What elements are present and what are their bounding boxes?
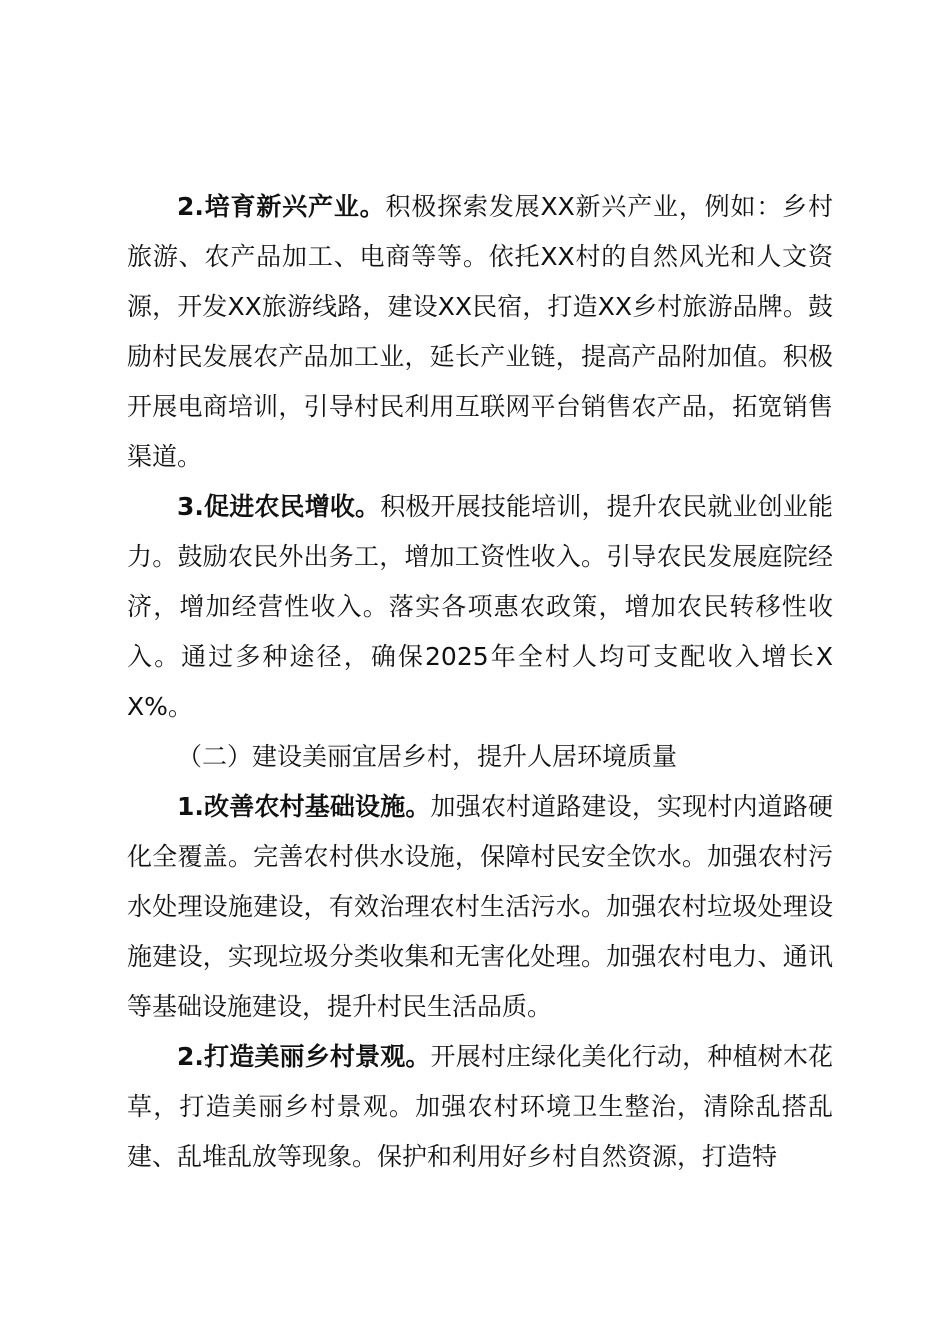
paragraph-heading: 2.培育新兴产业。: [177, 192, 386, 221]
paragraph-infrastructure: [127, 782, 833, 1032]
paragraph-landscape: [127, 1032, 833, 1182]
section-heading: （二）建设美丽宜居乡村，提升人居环境质量: [177, 742, 678, 771]
paragraph-cultivate-industries: [127, 182, 833, 482]
paragraph-heading: 3.促进农民增收。: [177, 492, 381, 521]
paragraph-increase-income: [127, 482, 833, 732]
paragraph-text: 积极探索发展XX新兴产业，例如：乡村旅游、农产品加工、电商等等。依托XX村的自然风光和人文资源，开发XX旅游线路，建设XX民宿，打造XX乡村旅游品牌。鼓励村民发展农产品加工业，延长产业链，提高产品附加值。积极开展电商培训，引导村民利用互联网平台销售农产品，拓宽销售渠道。: [127, 192, 833, 471]
paragraph-text: 积极开展技能培训，提升农民就业创业能力。鼓励农民外出务工，增加工资性收入。引导农民发展庭院经济，增加经营性收入。落实各项惠农政策，增加农民转移性收入。通过多种途径，确保2025年全村人均可支配收入增长XX%。: [127, 492, 833, 721]
document-body: [127, 182, 833, 1182]
paragraph-text: 开展村庄绿化美化行动，种植树木花草，打造美丽乡村景观。加强农村环境卫生整治，清除乱搭乱建、乱堆乱放等现象。保护和利用好乡村自然资源，打造特: [127, 1042, 833, 1171]
paragraph-heading: 1.改善农村基础设施。: [177, 792, 431, 821]
paragraph-heading: 2.打造美丽乡村景观。: [177, 1042, 431, 1071]
paragraph-text: 加强农村道路建设，实现村内道路硬化全覆盖。完善农村供水设施，保障村民安全饮水。加强农村污水处理设施建设，有效治理农村生活污水。加强农村垃圾处理设施建设，实现垃圾分类收集和无害化处理。加强农村电力、通讯等基础设施建设，提升村民生活品质。: [127, 792, 833, 1021]
